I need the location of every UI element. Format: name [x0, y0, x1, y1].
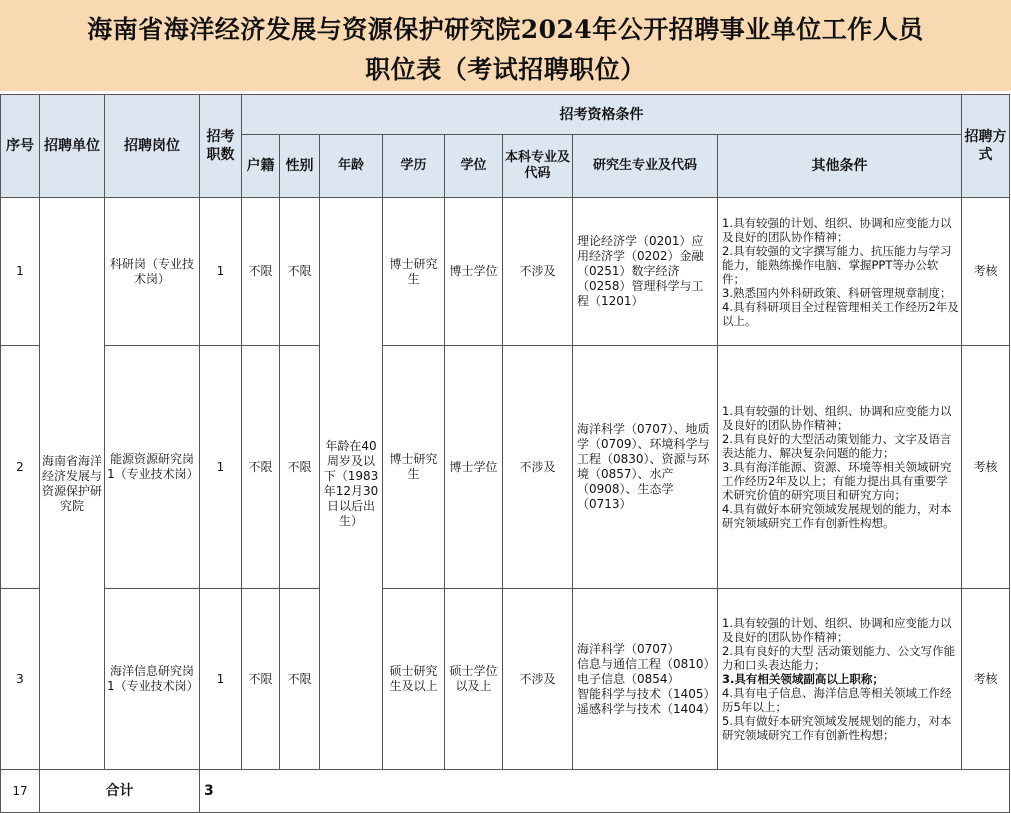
row-position: 科研岗（专业技术岗） [105, 198, 200, 346]
header-gender: 性别 [280, 135, 320, 198]
header-undergrad: 本科专业及代码 [503, 135, 573, 198]
row-count: 1 [200, 198, 242, 346]
page-subtitle: 职位表（考试招聘职位） [365, 55, 646, 84]
header-hukou: 户籍 [242, 135, 280, 198]
row-other [718, 198, 962, 346]
row-position: 能源资源研究岗1（专业技术岗） [105, 346, 200, 589]
header-unit: 招聘单位 [40, 95, 105, 198]
header-age: 年龄 [320, 135, 383, 198]
row-method: 考核 [962, 589, 1010, 770]
header-degree: 学位 [445, 135, 503, 198]
other-condition: 3.具有海洋能源、资源、环境等相关领域研究工作经历2年及以上；有能力提出具有重要学术研究价值的研究项目和研究方向； [722, 460, 952, 502]
row-method: 考核 [962, 198, 1010, 346]
age-cell: 年龄在40周岁及以下（1983年12月30日以后出生） [320, 198, 383, 770]
total-row [1, 770, 1010, 813]
row-grad [573, 589, 718, 770]
row-education: 博士研究生 [383, 346, 445, 589]
row-education: 博士研究生 [383, 198, 445, 346]
page-title: 海南省海洋经济发展与资源保护研究院2024年公开招聘事业单位工作人员 [87, 15, 924, 44]
other-condition: 3.熟悉国内外科研政策、科研管理规章制度； [722, 285, 952, 300]
row-degree: 博士学位 [445, 198, 503, 346]
other-condition: 4.具有科研项目全过程管理相关工作经历2年及以上。 [722, 299, 959, 328]
positions-table [0, 94, 1010, 813]
table-row [1, 589, 1010, 770]
title-band [0, 0, 1011, 91]
other-condition: 3.具有相关领域副高以上职称； [722, 672, 884, 686]
table-row [1, 346, 1010, 589]
table-row [1, 198, 1010, 346]
header-grad: 研究生专业及代码 [573, 135, 718, 198]
header-education: 学历 [383, 135, 445, 198]
other-condition: 1.具有较强的计划、组织、协调和应变能力以及良好的团队协作精神； [722, 215, 952, 244]
total-label: 合计 [40, 770, 200, 813]
other-condition: 2.具有良好的大型 活动策划能力、公文写作能力和口头表达能力； [722, 644, 956, 672]
row-education: 硕士研究生及以上 [383, 589, 445, 770]
row-degree: 博士学位 [445, 346, 503, 589]
row-other [718, 346, 962, 589]
row-hukou: 不限 [242, 198, 280, 346]
row-position: 海洋信息研究岗1（专业技术岗） [105, 589, 200, 770]
row-undergrad: 不涉及 [503, 589, 573, 770]
row-hukou: 不限 [242, 589, 280, 770]
header-row-1 [1, 95, 1010, 135]
row-gender: 不限 [280, 198, 320, 346]
row-count: 1 [200, 346, 242, 589]
header-qualifications: 招考资格条件 [242, 95, 962, 135]
grad-major: 信息与通信工程（0810） [577, 656, 716, 671]
grad-major: 智能科学与技术（1405） [577, 686, 716, 701]
row-count: 1 [200, 589, 242, 770]
row-grad: 理论经济学（0201）应用经济学（0202）金融（0251）数字经济（0258）管理科学与工程（1201） [573, 198, 718, 346]
other-condition: 4.具有做好本研究领域发展规划的能力，对本研究领域研究工作有创新性构想。 [722, 502, 952, 530]
other-condition: 1.具有较强的计划、组织、协调和应变能力以及良好的团队协作精神； [722, 404, 952, 432]
row-degree: 硕士学位以及上 [445, 589, 503, 770]
header-count: 招考职数 [200, 95, 242, 198]
total-seq: 17 [1, 770, 40, 813]
row-seq: 3 [1, 589, 40, 770]
unit-cell: 海南省海洋经济发展与资源保护研究院 [40, 198, 105, 770]
other-condition: 4.具有电子信息、海洋信息等相关领域工作经历5年以上； [722, 686, 952, 714]
total-value: 3 [200, 770, 1010, 813]
row-seq: 1 [1, 198, 40, 346]
other-condition: 1.具有较强的计划、组织、协调和应变能力以及良好的团队协作精神； [722, 616, 952, 644]
header-method: 招聘方式 [962, 95, 1010, 198]
grad-major: 海洋科学（0707） [577, 641, 680, 656]
other-condition: 2.具有良好的大型活动策划能力、文字及语言表达能力、解决复杂问题的能力； [722, 432, 952, 460]
other-condition: 5.具有做好本研究领域发展规划的能力，对本研究领域研究工作有创新性构想； [722, 714, 952, 742]
header-seq: 序号 [1, 95, 40, 198]
grad-major: 遥感科学与技术（1404） [577, 701, 716, 716]
row-hukou: 不限 [242, 346, 280, 589]
row-seq: 2 [1, 346, 40, 589]
row-grad: 海洋科学（0707）、地质学（0709）、环境科学与工程（0830）、资源与环境（0857）、水产（0908）、生态学（0713） [573, 346, 718, 589]
row-method: 考核 [962, 346, 1010, 589]
row-gender: 不限 [280, 589, 320, 770]
row-gender: 不限 [280, 346, 320, 589]
other-condition: 2.具有较强的文字撰写能力、抗压能力与学习能力，能熟练操作电脑、掌握PPT等办公软件； [722, 243, 952, 286]
row-undergrad: 不涉及 [503, 198, 573, 346]
header-other: 其他条件 [718, 135, 962, 198]
row-other [718, 589, 962, 770]
header-position: 招聘岗位 [105, 95, 200, 198]
row-undergrad: 不涉及 [503, 346, 573, 589]
grad-major: 电子信息（0854） [577, 671, 680, 686]
